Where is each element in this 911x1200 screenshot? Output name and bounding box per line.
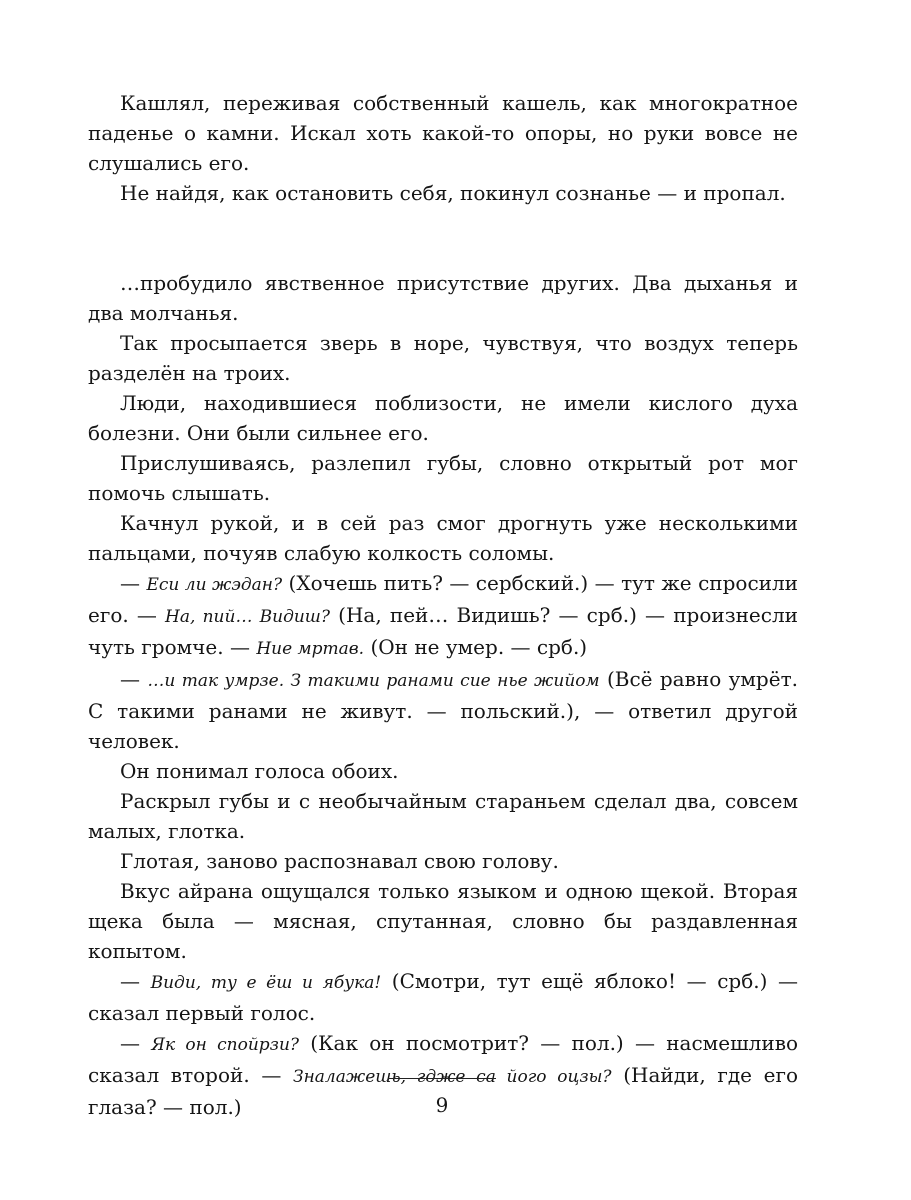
dialogue-text: — [120,969,151,993]
footer-rule [388,1078,496,1079]
dialogue-text: — [120,1031,152,1055]
dialogue-text: — [120,667,148,691]
paragraph: Раскрыл губы и с необычайным стараньем сделал два, совсем малых, глотка. [88,789,798,843]
foreign-phrase: Як он спойрзи? [151,1035,300,1055]
paragraph: Так просыпается зверь в норе, чувствуя, что воздух теперь разделён на троих. [88,331,798,385]
foreign-phrase: Ние мртав. [256,639,365,659]
paragraph: …пробудило явственное присутствие других. Два дыханья и два молчанья. [88,271,798,325]
page-number: 9 [435,1093,449,1117]
dialogue-text: (На, пей… Видишь? — срб.) — произнесли чуть громче. — [88,603,799,659]
dialogue-text: (Он не умер. — срб.) [364,635,588,659]
paragraph: Качнул рукой, и в сей раз смог дрогнуть уже несколькими пальцами, почуяв слабую колкость соломы. [88,511,798,565]
text-section-1 [88,88,798,208]
paragraph: Кашлял, переживая собственный кашель, как многократное паденье о камни. Искал хоть какой-то опоры, но руки вовсе не слушались его. [88,91,798,175]
dialogue-paragraph [88,568,798,664]
dialogue-text: (Всё равно умрёт. С такими ранами не живут. — польский.), — ответил другой человек. [88,667,798,753]
paragraph: Прислушиваясь, разлепил губы, словно открытый рот мог помочь слышать. [88,451,798,505]
dialogue-text: (Найди, где его глаза? — пол.) [88,1063,798,1119]
dialogue-paragraph [88,664,798,756]
dialogue-text: (Смотри, тут ещё яблоко! — срб.) — сказал первый голос. [88,969,799,1025]
paragraph: Не найдя, как остановить себя, покинул сознанье — и пропал. [120,181,786,205]
foreign-phrase: Види, ту е ёш и ябука! [150,973,382,993]
paragraph: Глотая, заново распознавал свою голову. [120,849,559,873]
text-section-2 [88,268,798,1122]
dialogue-text: — [120,571,147,595]
foreign-phrase: Еси ли жэдан? [146,575,283,595]
foreign-phrase: Зналажешь, гдже са його оцзы? [293,1067,612,1087]
paragraph: Люди, находившиеся поблизости, не имели кислого духа болезни. Они были сильнее его. [88,391,798,445]
foreign-phrase: На, пий… Видиш? [165,607,331,627]
paragraph: Он понимал голоса обоих. [120,759,399,783]
foreign-phrase: …и так умрзе. З такими ранами сие нье жийом [147,671,600,691]
dialogue-paragraph [88,966,798,1028]
dialogue-text: (Хочешь пить? — сербский.) — тут же спросили его. — [88,571,799,627]
dialogue-text: (Как он посмотрит? — пол.) — насмешливо сказал второй. — [88,1031,799,1087]
paragraph: Вкус айрана ощущался только языком и одною щекой. Вторая щека была — мясная, спутанная, словно бы раздавленная копытом. [88,879,798,963]
